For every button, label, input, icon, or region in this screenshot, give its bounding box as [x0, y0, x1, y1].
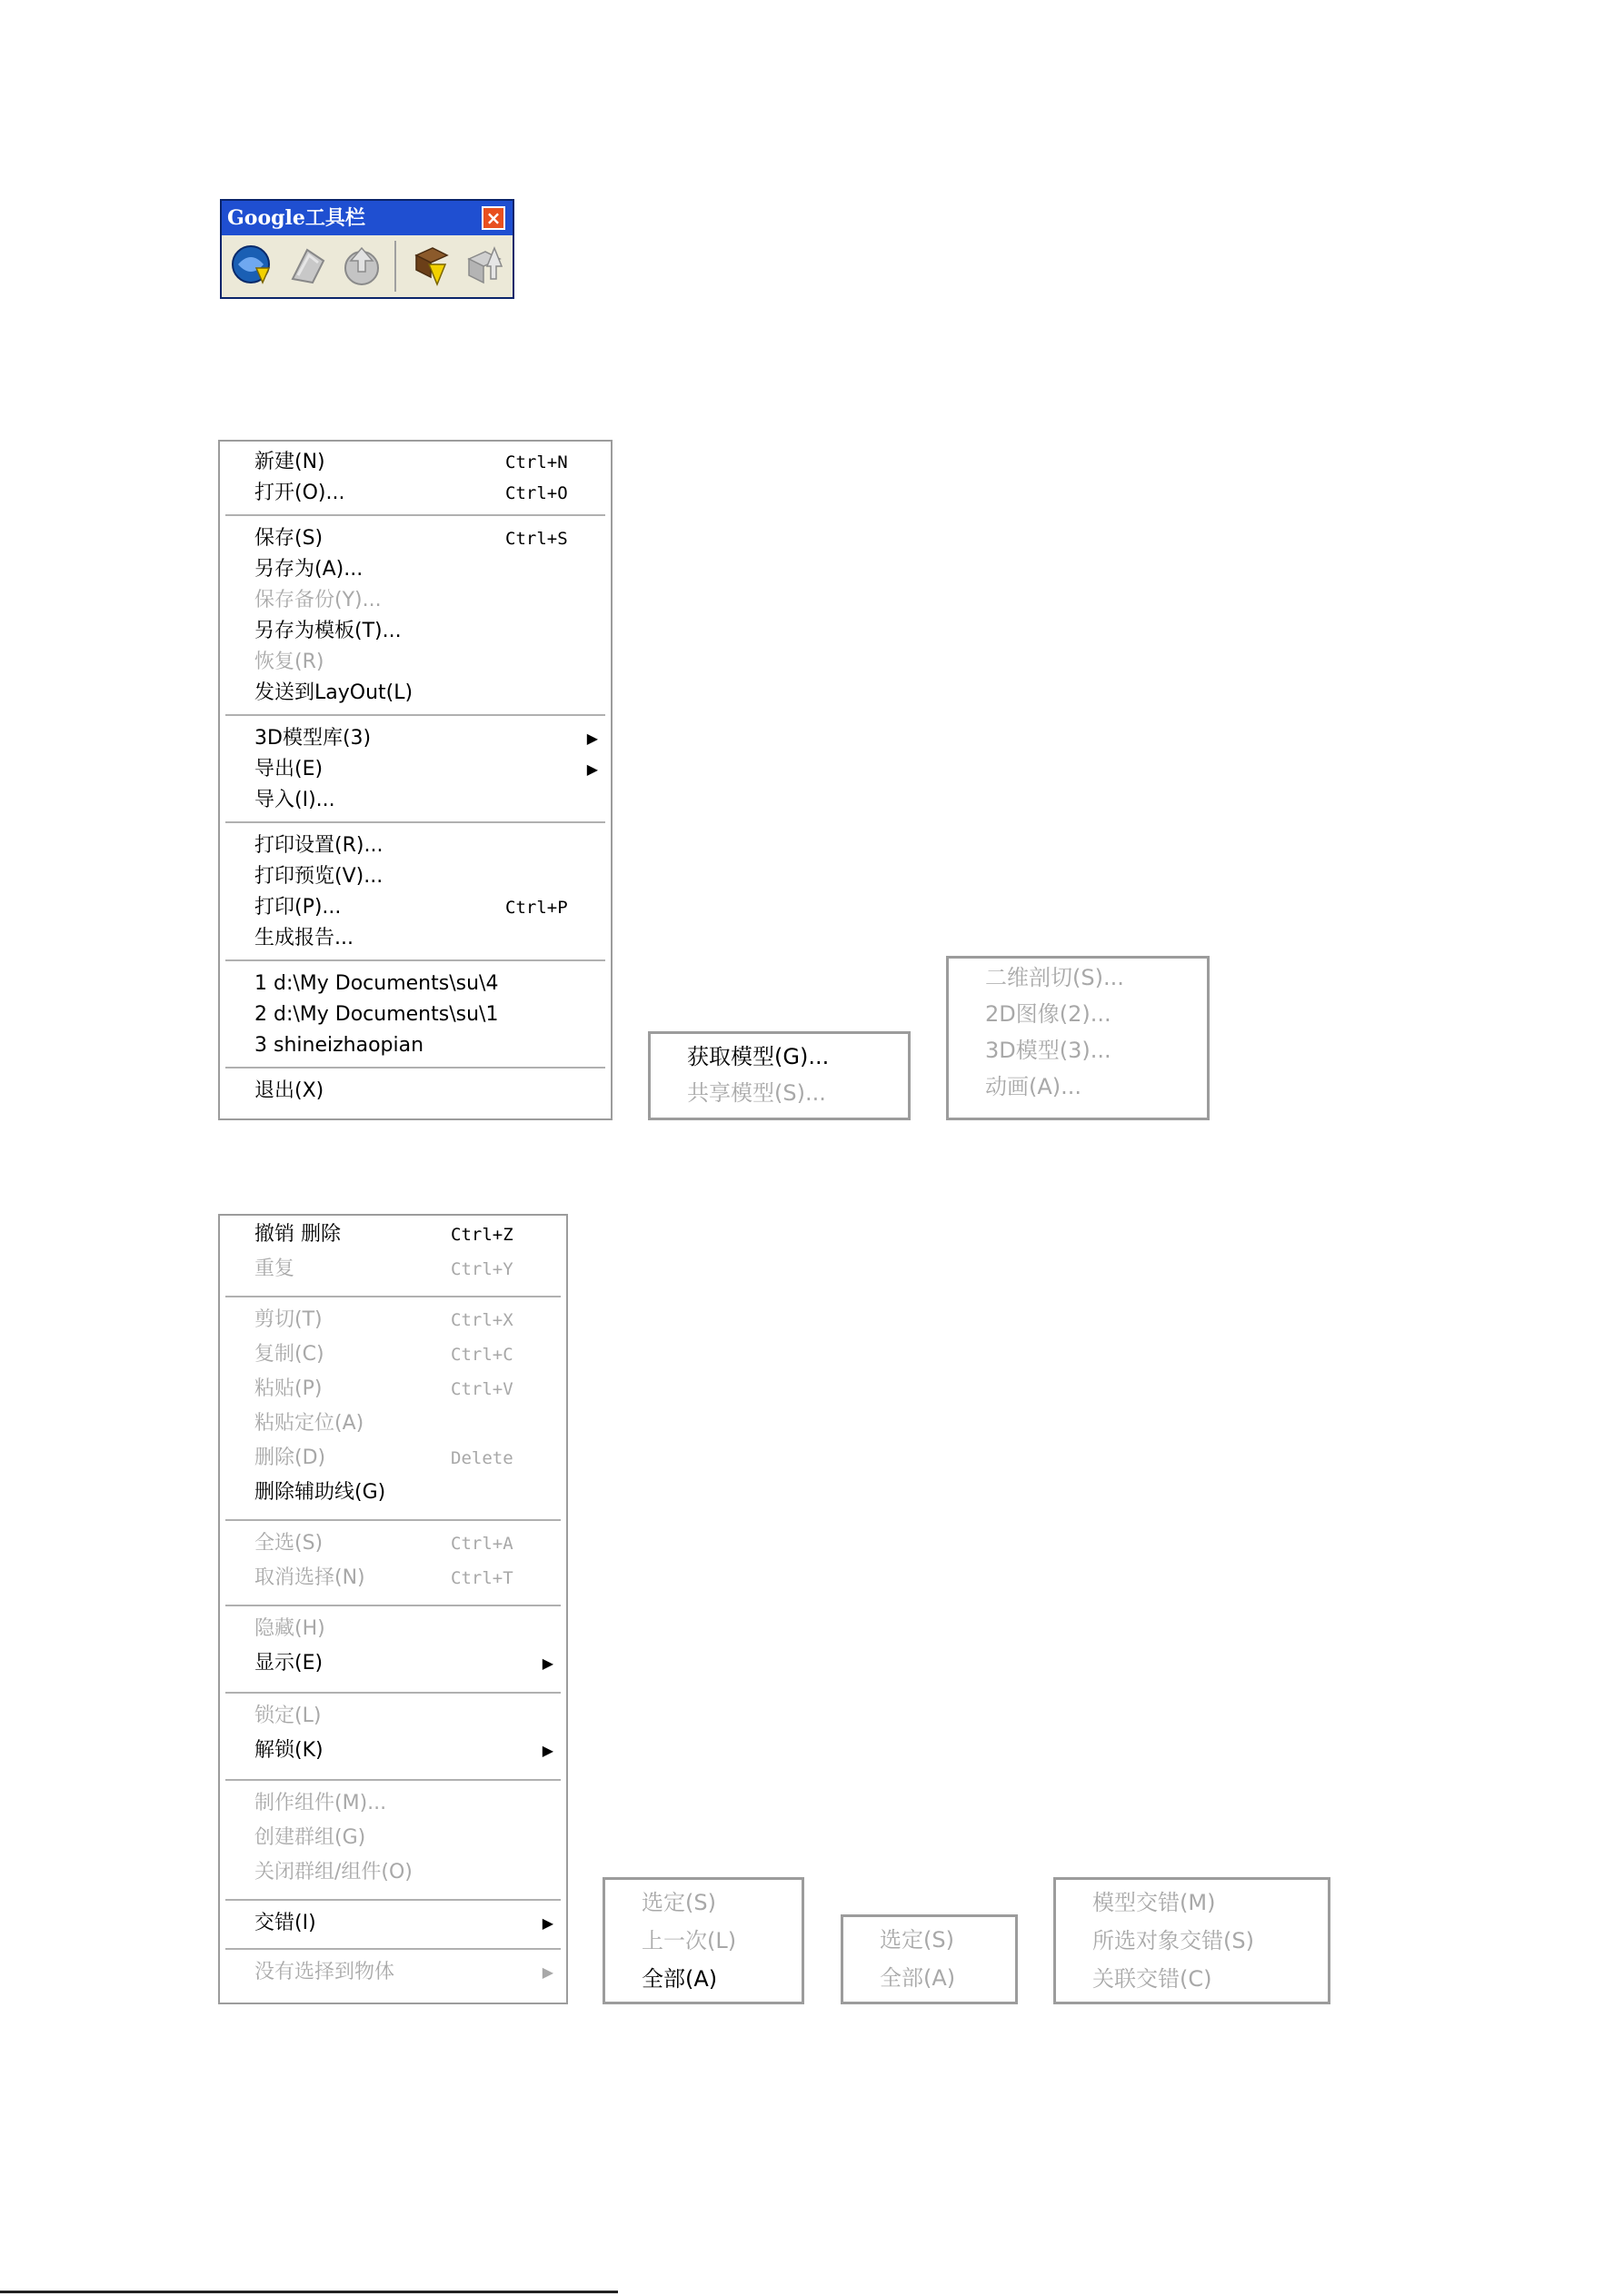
menu-item[interactable] — [949, 1071, 1207, 1102]
menu-item[interactable] — [220, 1857, 566, 1888]
toolbar-separator — [394, 241, 396, 292]
google-toolbar — [220, 199, 514, 299]
menu-item-shortcut: Ctrl+T — [451, 1568, 513, 1588]
menu-item-shortcut: Ctrl+P — [505, 898, 568, 918]
submenu-arrow-icon: ▶ — [586, 760, 598, 778]
get-models-icon[interactable] — [229, 243, 274, 288]
menu-item[interactable] — [220, 1339, 566, 1370]
close-icon[interactable]: × — [482, 206, 505, 230]
menu-item-label: 撤销 删除 — [254, 1223, 341, 1246]
menu-item[interactable] — [220, 647, 611, 678]
menu-item[interactable] — [220, 1648, 566, 1679]
menu-item-label: 交错(I) — [254, 1912, 316, 1934]
menu-item-label: 粘贴(P) — [254, 1377, 323, 1400]
menu-item-label: 生成报告... — [254, 927, 354, 949]
menu-item-shortcut: Ctrl+O — [505, 483, 568, 503]
model-library-submenu — [648, 1031, 911, 1120]
menu-item-shortcut: Ctrl+S — [505, 529, 568, 549]
menu-item[interactable] — [220, 1823, 566, 1854]
menu-item-label: 2D图像(2)... — [985, 1001, 1111, 1027]
menu-item[interactable] — [949, 999, 1207, 1029]
menu-item-label: 二维剖切(S)... — [985, 965, 1124, 990]
menu-item-label: 选定(S) — [880, 1927, 954, 1953]
menu-separator — [225, 1296, 561, 1297]
menu-item[interactable] — [220, 1735, 566, 1766]
menu-item-label: 打印设置(R)... — [254, 834, 384, 857]
menu-separator — [225, 714, 605, 716]
menu-item[interactable] — [220, 785, 611, 816]
menu-item[interactable] — [220, 1219, 566, 1250]
menu-item[interactable] — [220, 999, 611, 1030]
menu-item[interactable] — [220, 723, 611, 754]
menu-item[interactable] — [220, 892, 611, 923]
menu-item-label: 取消选择(N) — [254, 1566, 365, 1589]
menu-item-label: 全部(A) — [880, 1965, 956, 1991]
submenu-arrow-icon: ▶ — [542, 1914, 553, 1932]
submenu-arrow-icon: ▶ — [542, 1655, 553, 1672]
menu-item[interactable] — [843, 1963, 1015, 1993]
menu-separator — [225, 821, 605, 823]
menu-item[interactable] — [220, 969, 611, 999]
menu-item-label: 导出(E) — [254, 758, 324, 780]
menu-item[interactable] — [220, 1788, 566, 1819]
menu-item-label: 3D模型(3)... — [985, 1038, 1111, 1063]
menu-item[interactable] — [1056, 1963, 1328, 1994]
menu-item-label: 3D模型库(3) — [254, 727, 372, 750]
menu-item-label: 1 d:\My Documents\su\4 — [254, 972, 499, 995]
menu-item[interactable] — [605, 1887, 802, 1918]
menu-item[interactable] — [220, 1701, 566, 1732]
menu-item-label: 全部(A) — [642, 1966, 718, 1992]
menu-item[interactable] — [220, 1408, 566, 1439]
menu-separator — [225, 1899, 561, 1901]
menu-item-label: 关闭群组/组件(O) — [254, 1861, 413, 1884]
menu-item[interactable] — [220, 616, 611, 647]
menu-separator — [225, 959, 605, 961]
share-model-icon[interactable] — [338, 243, 384, 288]
menu-item[interactable] — [605, 1925, 802, 1956]
menu-item[interactable] — [220, 754, 611, 785]
menu-item-label: 打印预览(V)... — [254, 865, 384, 888]
menu-separator — [225, 514, 605, 516]
menu-item[interactable] — [220, 585, 611, 616]
menu-item[interactable] — [651, 1078, 908, 1108]
menu-item[interactable] — [220, 1614, 566, 1645]
menu-item-label: 制作组件(M)... — [254, 1792, 387, 1814]
menu-item[interactable] — [220, 1374, 566, 1405]
menu-separator — [225, 1948, 561, 1950]
menu-item-label: 所选对象交错(S) — [1092, 1928, 1254, 1953]
menu-item[interactable] — [843, 1924, 1015, 1955]
menu-item[interactable] — [220, 478, 611, 509]
menu-item-label: 关联交错(C) — [1092, 1966, 1212, 1992]
edit-menu — [218, 1214, 568, 2004]
menu-item-label: 获取模型(G)... — [687, 1044, 830, 1069]
menu-item[interactable] — [1056, 1887, 1328, 1918]
menu-item-label: 发送到LayOut(L) — [254, 681, 413, 704]
menu-item-shortcut: Ctrl+X — [451, 1310, 513, 1330]
menu-item-shortcut: Ctrl+Z — [451, 1225, 513, 1245]
menu-item-label: 创建群组(G) — [254, 1826, 366, 1849]
menu-item-label: 复制(C) — [254, 1343, 324, 1366]
toolbar-title: Google工具栏 — [222, 201, 513, 235]
toolbar-icons — [222, 235, 513, 297]
menu-separator — [225, 1692, 561, 1694]
unlock-submenu — [841, 1914, 1018, 2004]
menu-item[interactable] — [220, 1957, 566, 1988]
menu-item-label: 没有选择到物体 — [254, 1961, 395, 1983]
menu-item-shortcut: Ctrl+C — [451, 1345, 513, 1365]
menu-item-shortcut: Ctrl+Y — [451, 1259, 513, 1279]
submenu-arrow-icon: ▶ — [586, 730, 598, 747]
menu-item-shortcut: Ctrl+A — [451, 1534, 513, 1554]
submenu-arrow-icon: ▶ — [542, 1742, 553, 1759]
menu-item-label: 解锁(K) — [254, 1739, 324, 1762]
menu-item[interactable] — [220, 1563, 566, 1594]
menu-item-label: 打印(P)... — [254, 896, 342, 919]
menu-item-label: 2 d:\My Documents\su\1 — [254, 1003, 499, 1026]
menu-item[interactable] — [949, 962, 1207, 993]
menu-item[interactable] — [220, 1528, 566, 1559]
menu-item-label: 显示(E) — [254, 1652, 324, 1675]
menu-item-label: 共享模型(S)... — [687, 1080, 826, 1106]
menu-item-label: 隐藏(H) — [254, 1617, 325, 1640]
menu-item-shortcut: Ctrl+V — [451, 1379, 513, 1399]
menu-item-label: 另存为模板(T)... — [254, 620, 402, 642]
share-component-icon[interactable] — [460, 243, 505, 288]
menu-item[interactable] — [220, 554, 611, 585]
menu-item[interactable] — [220, 1908, 566, 1939]
menu-item-label: 锁定(L) — [254, 1705, 322, 1727]
menu-item[interactable] — [220, 1443, 566, 1474]
menu-item-label: 删除辅助线(G) — [254, 1481, 386, 1504]
menu-separator — [225, 1779, 561, 1781]
file-menu — [218, 440, 613, 1120]
menu-item[interactable] — [220, 523, 611, 554]
menu-item[interactable] — [949, 1035, 1207, 1066]
menu-item[interactable] — [220, 678, 611, 709]
get-current-view-icon[interactable] — [407, 243, 453, 288]
show-submenu — [603, 1877, 804, 2004]
page-edge-line — [0, 2291, 618, 2293]
menu-item-label: 重复 — [254, 1257, 295, 1280]
intersect-submenu — [1053, 1877, 1330, 2004]
menu-item[interactable] — [651, 1041, 908, 1072]
menu-item-label: 恢复(R) — [254, 651, 324, 673]
menu-item[interactable] — [220, 1305, 566, 1336]
menu-item[interactable] — [220, 1477, 566, 1508]
menu-item-label: 上一次(L) — [642, 1928, 737, 1953]
menu-item[interactable] — [220, 923, 611, 954]
menu-item[interactable] — [220, 1030, 611, 1061]
menu-item-label: 新建(N) — [254, 451, 325, 473]
menu-item-label: 3 shineizhaopian — [254, 1034, 424, 1057]
menu-item-shortcut: Delete — [451, 1448, 513, 1468]
submenu-arrow-icon: ▶ — [542, 1963, 553, 1981]
menu-separator — [225, 1605, 561, 1606]
menu-item[interactable] — [605, 1963, 802, 1994]
menu-item[interactable] — [220, 447, 611, 478]
place-model-icon[interactable] — [285, 243, 331, 288]
menu-item-label: 模型交错(M) — [1092, 1890, 1216, 1915]
menu-item-label: 打开(O)... — [254, 482, 345, 504]
menu-item-label: 另存为(A)... — [254, 558, 364, 581]
menu-separator — [225, 1067, 605, 1068]
menu-item-label: 选定(S) — [642, 1890, 716, 1915]
menu-item[interactable] — [1056, 1925, 1328, 1956]
menu-item-label: 全选(S) — [254, 1532, 324, 1555]
menu-item-label: 粘贴定位(A) — [254, 1412, 364, 1435]
menu-item-label: 导入(I)... — [254, 789, 335, 811]
menu-item-label: 退出(X) — [254, 1079, 324, 1102]
menu-item-label: 动画(A)... — [985, 1074, 1082, 1099]
menu-item-label: 删除(D) — [254, 1446, 326, 1469]
menu-item-label: 保存(S) — [254, 527, 324, 550]
menu-item[interactable] — [220, 830, 611, 861]
menu-item-label: 剪切(T) — [254, 1308, 323, 1331]
menu-item-shortcut: Ctrl+N — [505, 452, 568, 472]
menu-item-label: 保存备份(Y)... — [254, 589, 382, 611]
menu-item[interactable] — [220, 1254, 566, 1285]
menu-item[interactable] — [220, 1076, 611, 1107]
export-submenu — [946, 956, 1210, 1120]
menu-separator — [225, 1519, 561, 1521]
menu-item[interactable] — [220, 861, 611, 892]
